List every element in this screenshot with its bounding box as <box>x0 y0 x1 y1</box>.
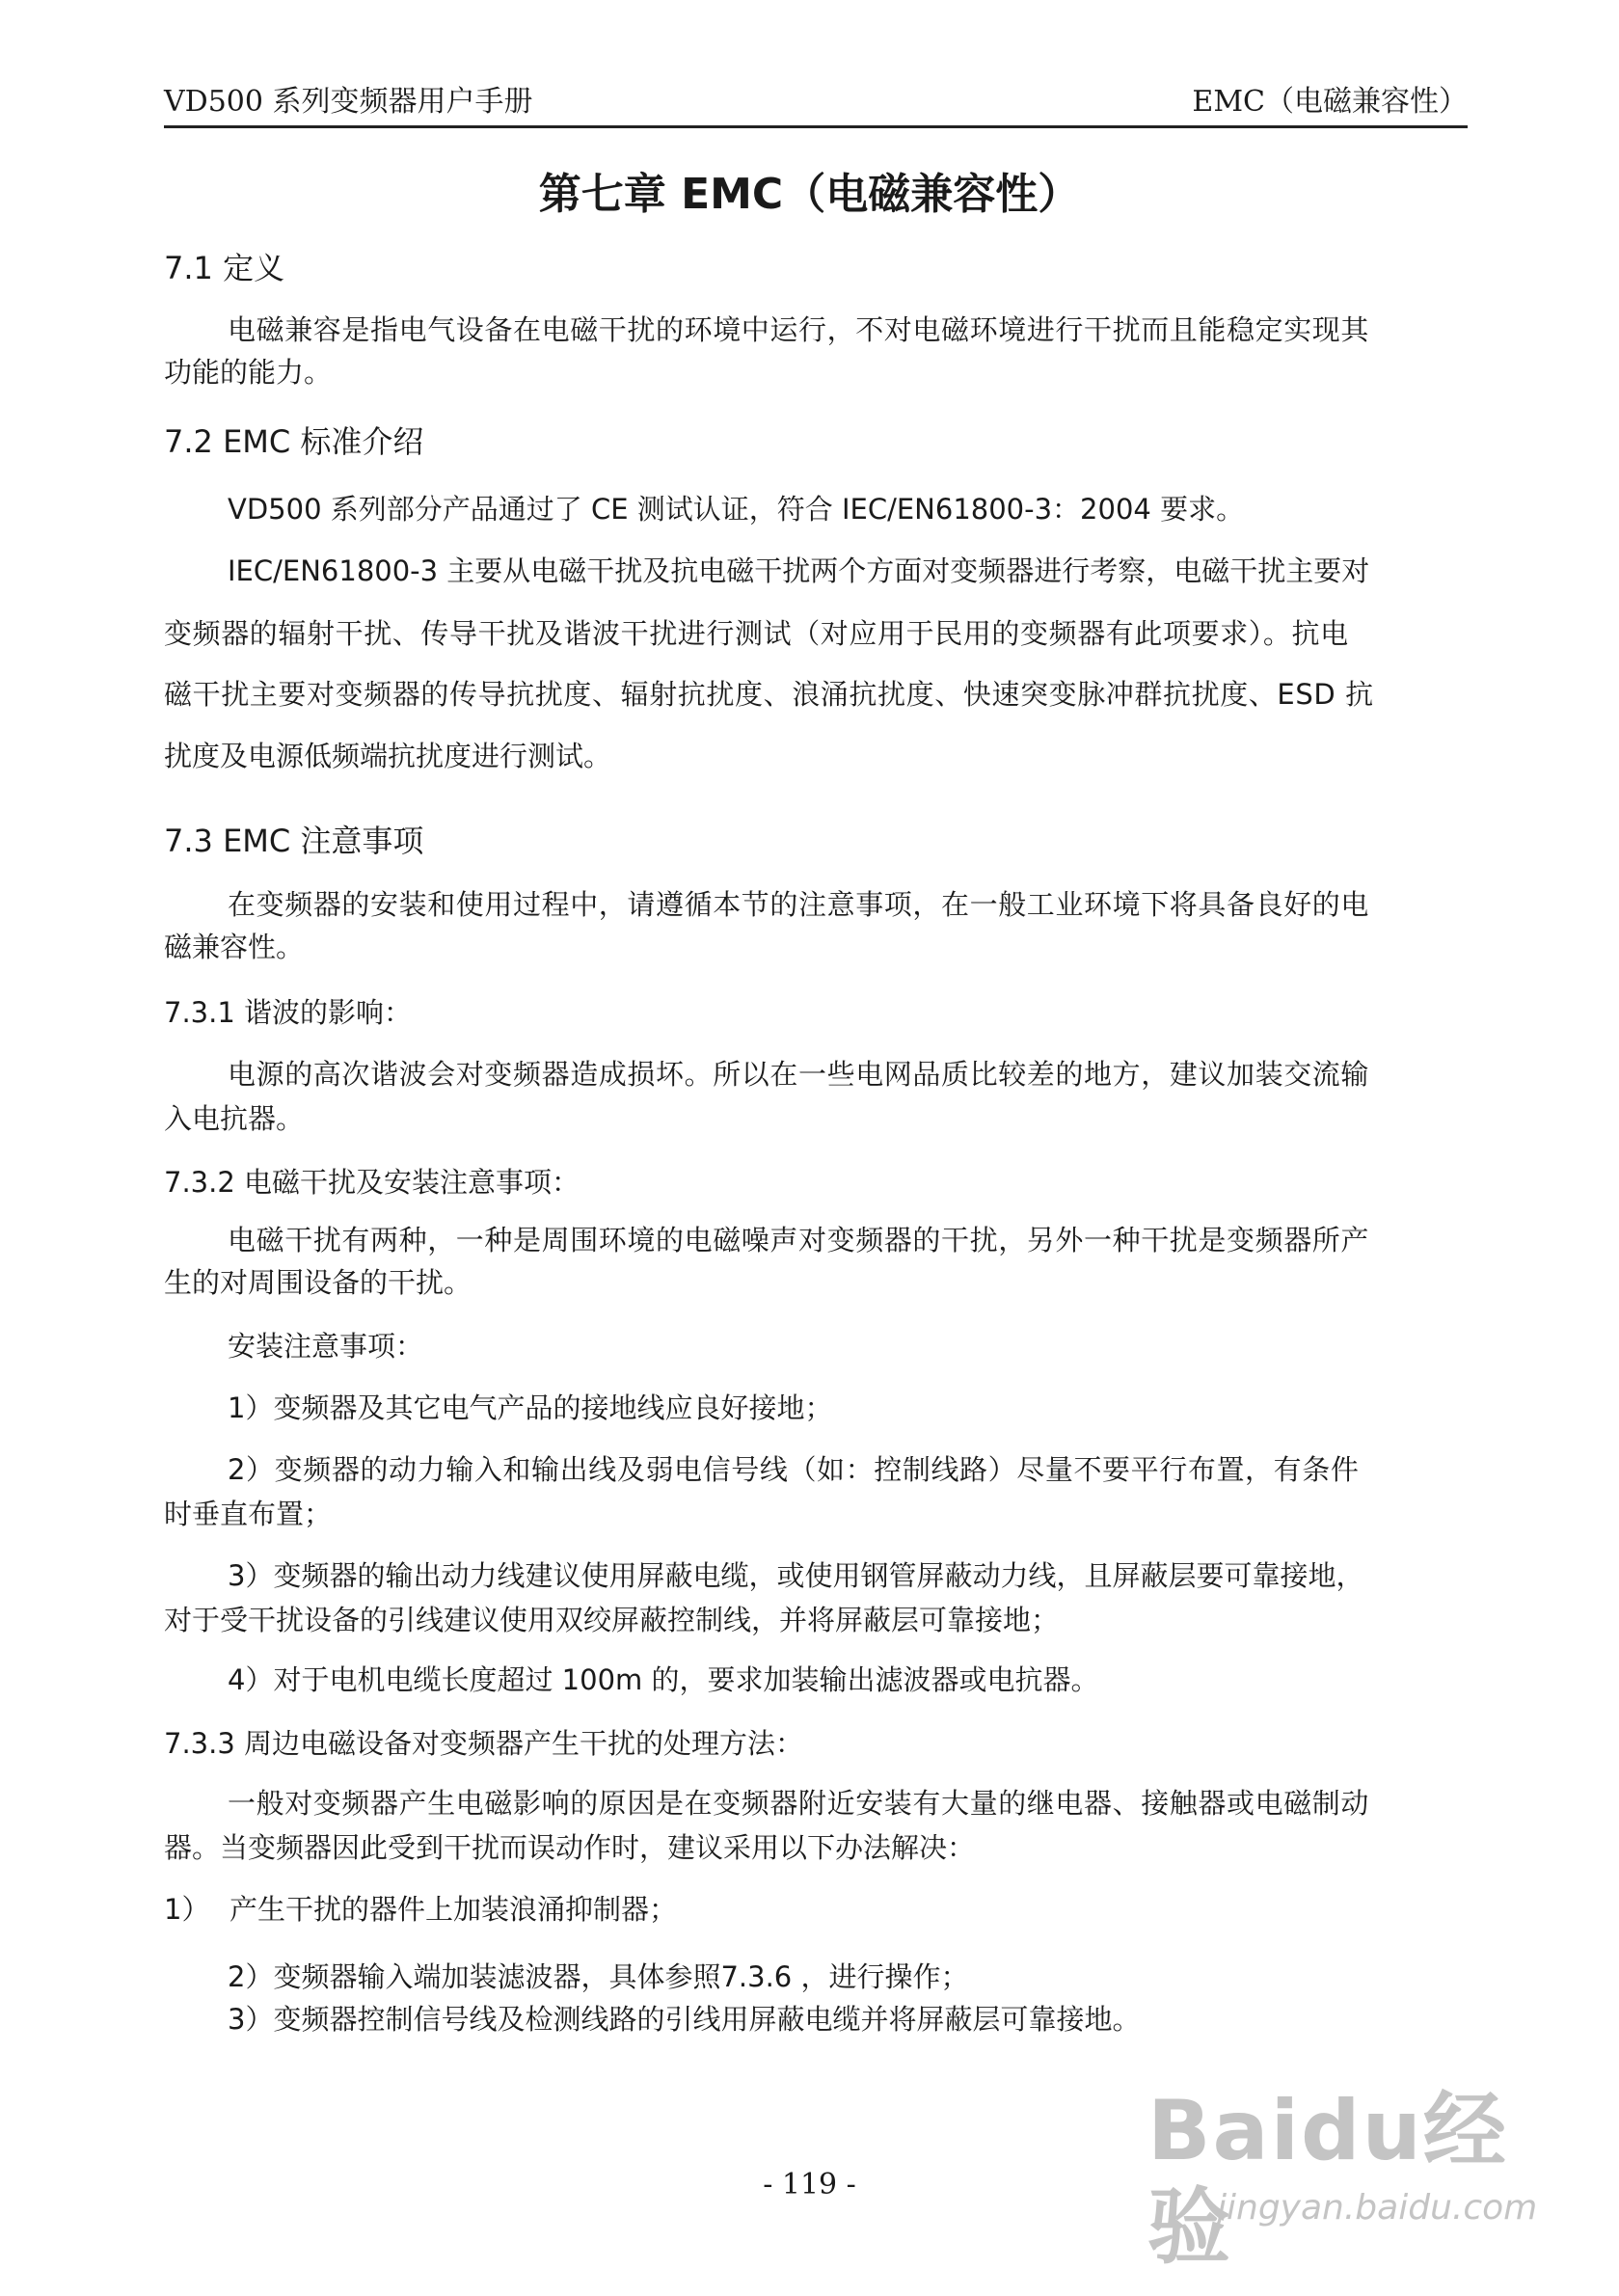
chapter-title: 第七章 EMC（电磁兼容性） <box>538 170 1081 219</box>
watermark-logo: Baidu经验 <box>1147 2083 1508 2276</box>
page-number: - 119 - <box>763 2168 856 2201</box>
section-7-2-heading: 7.2 EMC 标准介绍 <box>164 423 424 460</box>
s72-paragraph-line: IEC/EN61800-3 主要从电磁干扰及抗电磁干扰两个方面对变频器进行考察，电磁干扰主要对 <box>228 554 1370 587</box>
s733-paragraph-line: 一般对变频器产生电磁影响的原因是在变频器附近安装有大量的继电器、接触器或电磁制动 <box>228 1787 1370 1820</box>
s732-paragraph-line: 生的对周围设备的干扰。 <box>164 1266 472 1299</box>
s72-paragraph-line: 扰度及电源低频端抗扰度进行测试。 <box>164 740 612 772</box>
method-item-number: 1） <box>164 1893 210 1926</box>
s72-paragraph-line: 变频器的辐射干扰、传导干扰及谐波干扰进行测试（对应用于民用的变频器有此项要求）。抗电 <box>164 617 1349 650</box>
header-manual-title: VD500 系列变频器用户手册 <box>164 85 533 119</box>
method-item: 3）变频器控制信号线及检测线路的引线用屏蔽电缆并将屏蔽层可靠接地。 <box>228 2003 1141 2036</box>
s73-paragraph-line: 磁兼容性。 <box>164 931 305 963</box>
install-notes-label: 安装注意事项： <box>228 1330 424 1363</box>
s72-paragraph: VD500 系列部分产品通过了 CE 测试认证，符合 IEC/EN61800-3：2004 要求。 <box>228 493 1245 526</box>
s71-paragraph-line: 电磁兼容是指电气设备在电磁干扰的环境中运行，不对电磁环境进行干扰而且能稳定实现其 <box>228 313 1370 346</box>
section-7-3-1-heading: 7.3.1 谐波的影响： <box>164 996 413 1029</box>
section-7-3-heading: 7.3 EMC 注意事项 <box>164 823 424 859</box>
watermark-url: jingyan.baidu.com <box>1217 2188 1538 2228</box>
s733-paragraph-line: 器。当变频器因此受到干扰而误动作时，建议采用以下办法解决： <box>164 1831 976 1864</box>
header-rule <box>164 125 1468 128</box>
install-item-continuation: 时垂直布置； <box>164 1498 333 1530</box>
install-item: 3）变频器的输出动力线建议使用屏蔽电缆，或使用钢管屏蔽动力线，且屏蔽层要可靠接地， <box>228 1559 1364 1592</box>
method-item <box>164 1890 1468 1929</box>
s731-paragraph-line: 电源的高次谐波会对变频器造成损坏。所以在一些电网品质比较差的地方，建议加装交流输 <box>228 1058 1370 1091</box>
section-7-3-3-heading: 7.3.3 周边电磁设备对变频器产生干扰的处理方法： <box>164 1727 804 1760</box>
install-item: 2）变频器的动力输入和输出线及弱电信号线（如：控制线路）尽量不要平行布置，有条件 <box>228 1453 1360 1486</box>
running-header <box>164 83 1468 122</box>
section-7-1-heading: 7.1 定义 <box>164 250 285 286</box>
method-item: 2）变频器输入端加装滤波器，具体参照7.3.6 ，进行操作； <box>228 1960 969 1993</box>
section-7-3-2-heading: 7.3.2 电磁干扰及安装注意事项： <box>164 1166 580 1199</box>
method-item-text: 产生干扰的器件上加装浪涌抑制器； <box>229 1893 678 1926</box>
header-chapter-title: EMC（电磁兼容性） <box>1192 85 1468 119</box>
s71-paragraph-line: 功能的能力。 <box>164 356 333 389</box>
install-item: 1）变频器及其它电气产品的接地线应良好接地； <box>228 1391 833 1424</box>
s72-paragraph-line: 磁干扰主要对变频器的传导抗扰度、辐射抗扰度、浪涌抗扰度、快速突变脉冲群抗扰度、ESD 抗 <box>164 678 1374 711</box>
install-item-continuation: 对于受干扰设备的引线建议使用双绞屏蔽控制线，并将屏蔽层可靠接地； <box>164 1604 1060 1636</box>
install-item: 4）对于电机电缆长度超过 100m 的，要求加装输出滤波器或电抗器。 <box>228 1663 1099 1696</box>
s73-paragraph-line: 在变频器的安装和使用过程中，请遵循本节的注意事项，在一般工业环境下将具备良好的电 <box>228 888 1370 921</box>
s731-paragraph-line: 入电抗器。 <box>164 1102 305 1135</box>
s732-paragraph-line: 电磁干扰有两种，一种是周围环境的电磁噪声对变频器的干扰，另外一种干扰是变频器所产 <box>228 1224 1370 1256</box>
